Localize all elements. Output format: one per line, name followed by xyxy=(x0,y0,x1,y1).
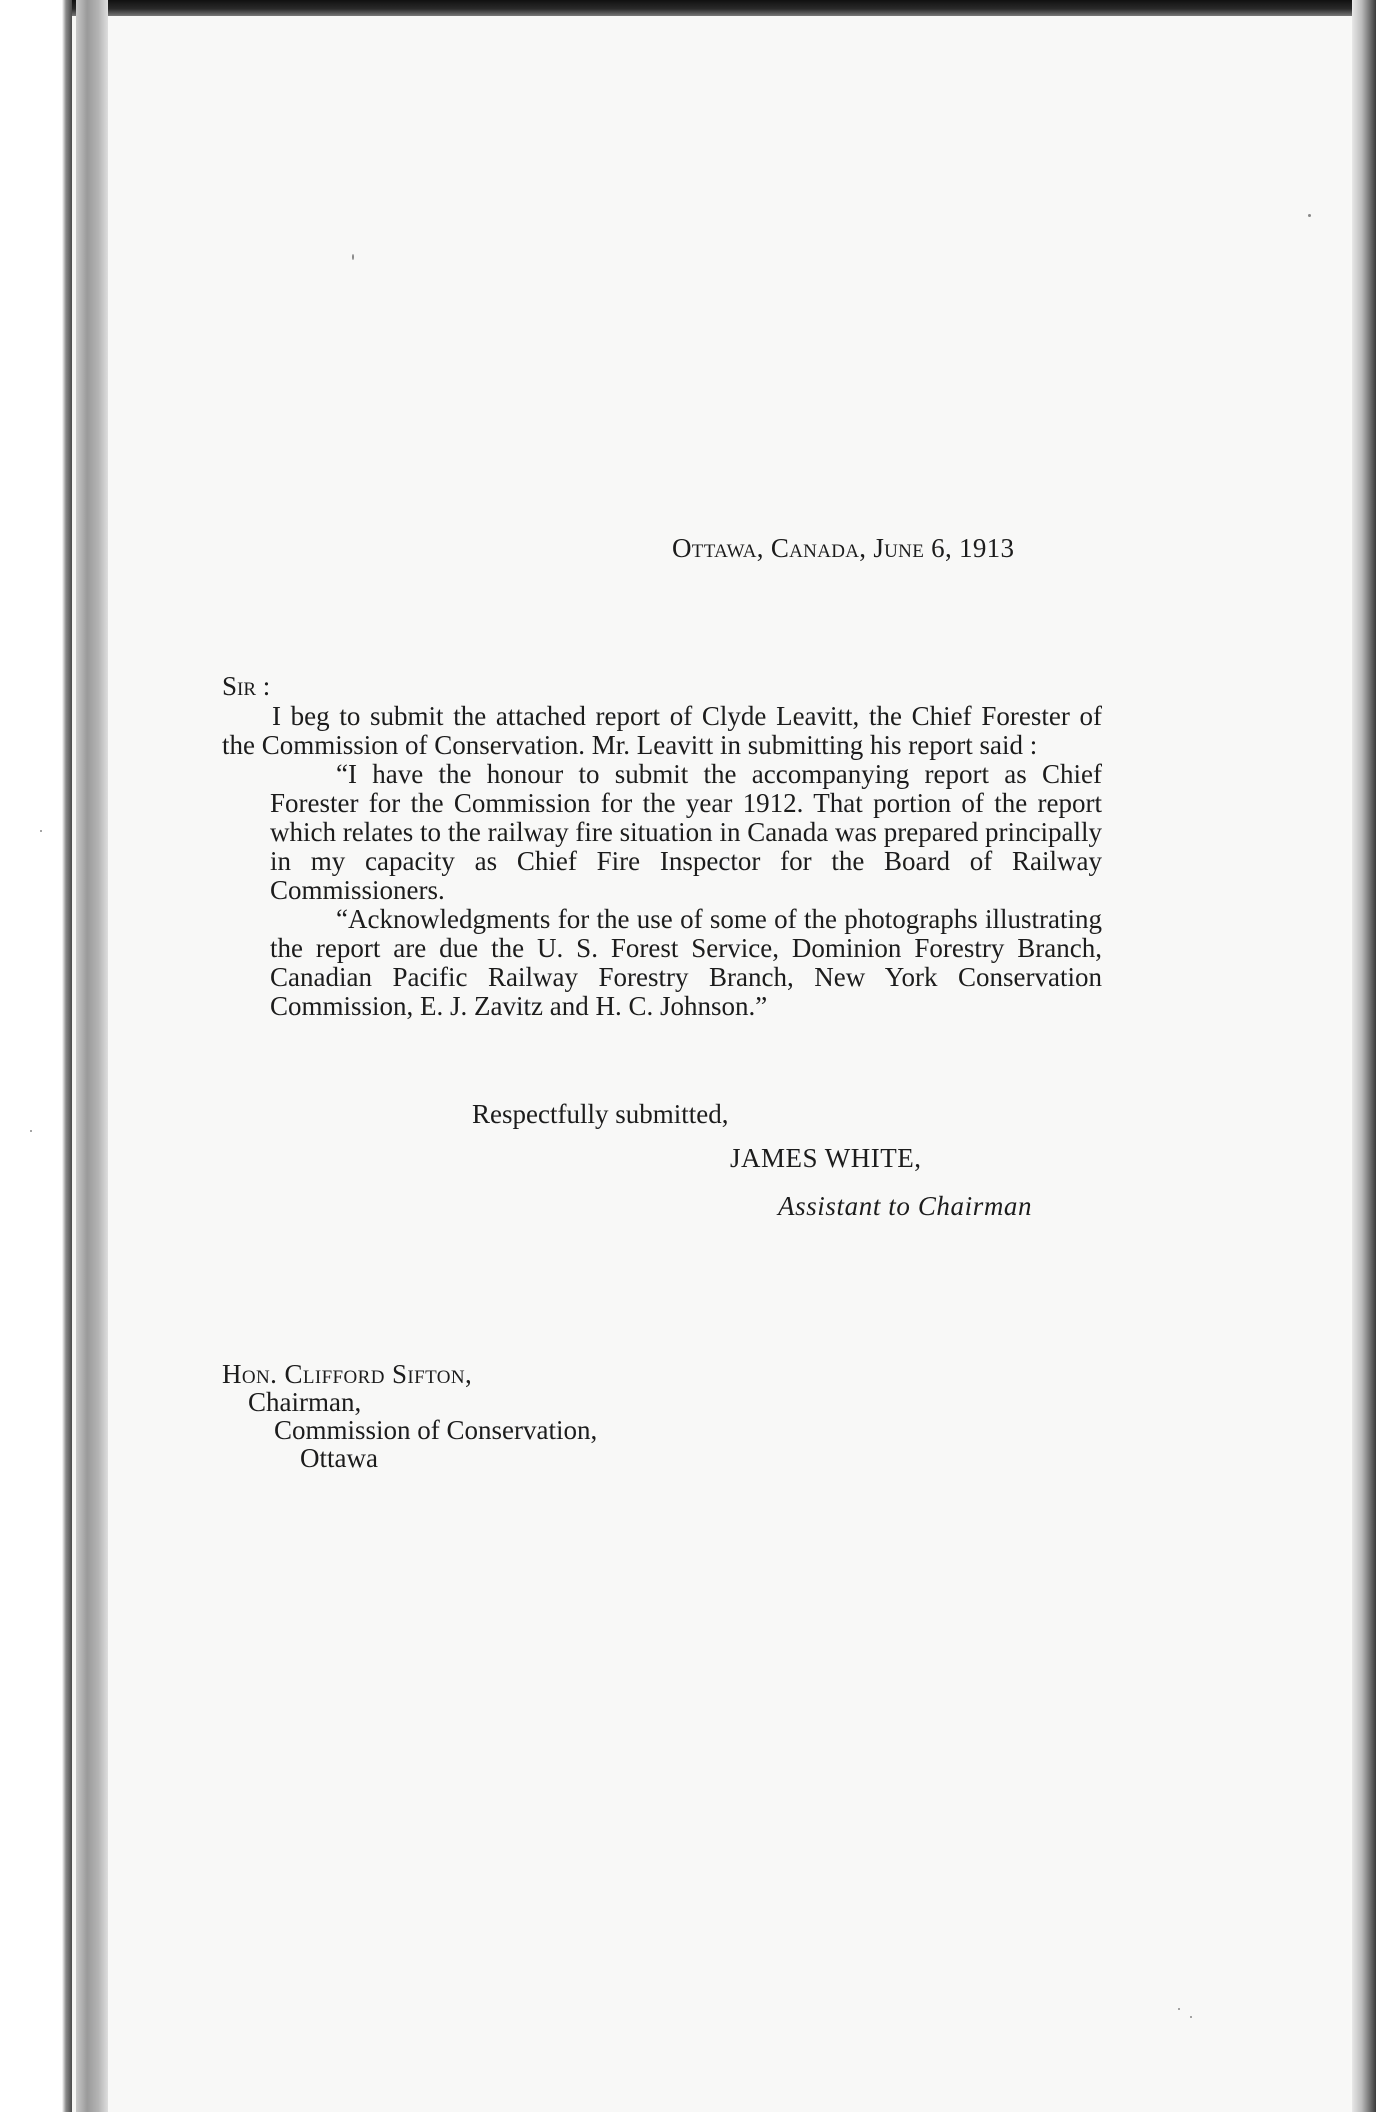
signer-name: JAMES WHITE, xyxy=(730,1143,922,1173)
scan-left-margin xyxy=(0,0,72,2112)
paper-speck xyxy=(30,1130,32,1132)
letter-closing: Respectfully submitted, xyxy=(472,1099,729,1129)
scan-right-edge xyxy=(1352,0,1376,2112)
paper-speck xyxy=(1178,2008,1180,2010)
letter-body xyxy=(222,701,1102,1021)
letter-salutation: Sir : xyxy=(222,671,271,701)
scan-top-edge xyxy=(0,0,1376,16)
quoted-report-text xyxy=(270,760,1102,1021)
letter-dateline: Ottawa, Canada, June 6, 1913 xyxy=(672,533,1015,563)
signer-title: Assistant to Chairman xyxy=(778,1191,1033,1221)
addressee-position: Chairman, xyxy=(248,1387,362,1417)
quote-paragraph-1: “I have the honour to submit the accompanying report as Chief Forester for the Commission for the year 1912. That portion of the report which relates to the railway fire situation in Canada was prepared principally in my capacity as Chief Fire Inspector for the Board of Railway Commissioners. xyxy=(270,759,1102,905)
addressee-organization: Commission of Conservation, xyxy=(274,1415,598,1445)
book-spine-shadow xyxy=(76,0,108,2112)
addressee-city: Ottawa xyxy=(300,1443,378,1473)
paper-speck xyxy=(352,254,354,260)
paper-speck xyxy=(40,830,42,832)
paper-speck xyxy=(1190,2016,1192,2018)
quote-paragraph-2: “Acknowledgments for the use of some of the photographs illustrating the report are due the U. S. Forest Service, Dominion Forestry Branch, Canadian Pacific Railway Forestry Branch, New York Conservation Commission, E. J. Zavitz and H. C. Johnson.” xyxy=(270,904,1102,1021)
letter-paragraph-intro: I beg to submit the attached report of Clyde Leavitt, the Chief Forester of the Commission of Conservation. Mr. Leavitt in submitting his report said : xyxy=(222,701,1102,760)
paper-speck xyxy=(1308,214,1311,217)
addressee-name: Hon. Clifford Sifton, xyxy=(222,1359,473,1389)
paper-sheet xyxy=(108,16,1352,2112)
